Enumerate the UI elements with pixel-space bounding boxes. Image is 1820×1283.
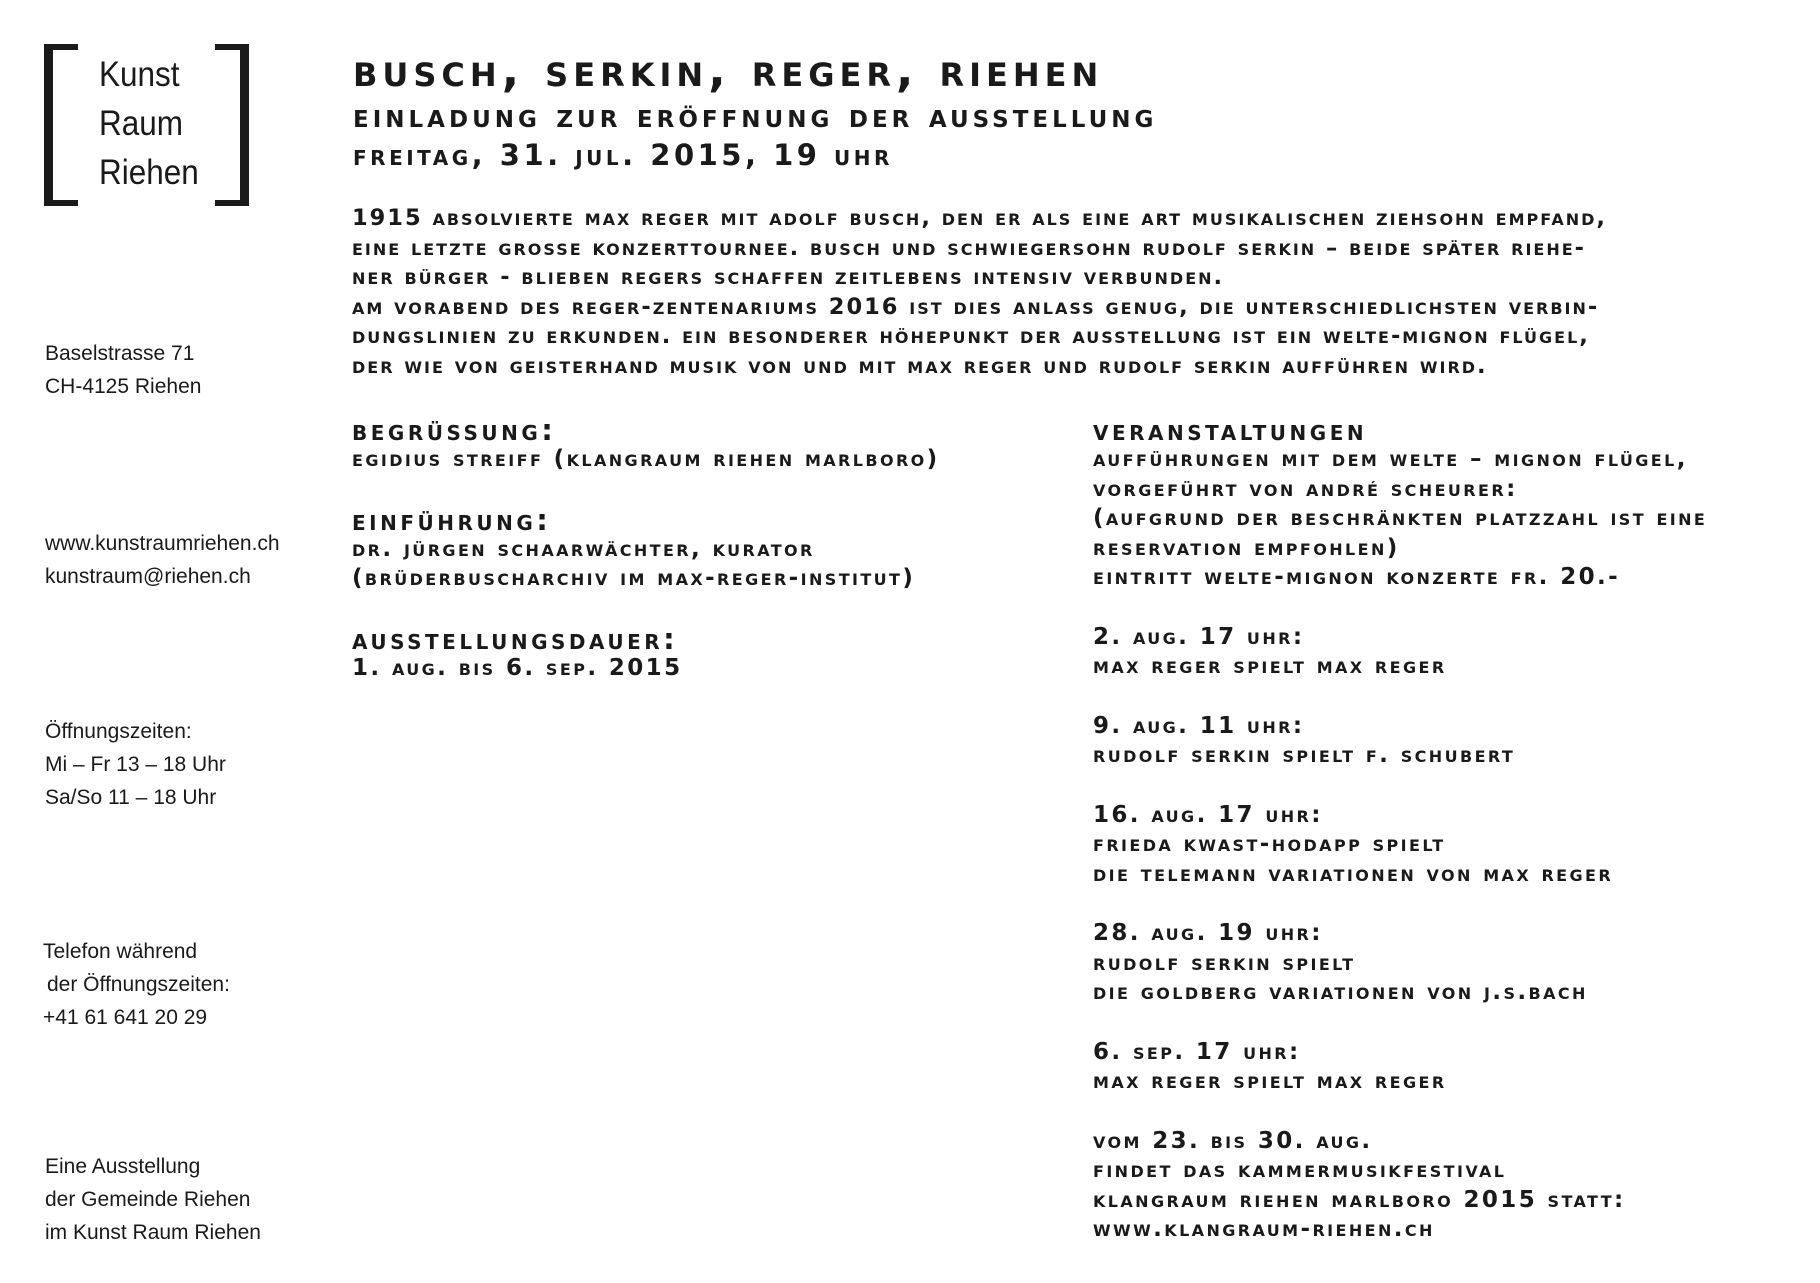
event-description: rudolf serkin spielt: [1093, 949, 1356, 976]
event-item: [1093, 1038, 1707, 1097]
events-heading: veranstaltungen: [1093, 413, 1368, 447]
events-intro-line: reservation empfohlen): [1093, 534, 1400, 561]
section-heading: einführung:: [352, 502, 552, 537]
section-line: dr. jürgen schaarwächter, kurator: [352, 535, 815, 562]
logo-bracket-right: [215, 44, 249, 206]
events-intro-line: vorgeführt von andré scheurer:: [1093, 475, 1518, 502]
exhibition-duration-section: [352, 621, 940, 684]
web-contact-block: [45, 527, 280, 593]
address-block: [45, 337, 201, 403]
intro-line: eine letzte grosse konzerttournee. busch und schwiegersohn rudolf serkin – beide später riehe-: [352, 234, 1587, 261]
event-description: die telemann variationen von max reger: [1093, 860, 1614, 887]
event-item: [1093, 919, 1707, 1008]
address-street: Baselstrasse 71: [45, 342, 195, 365]
credit-block: [45, 1150, 261, 1249]
opening-hours-weekdays: Mi – Fr 13 – 18 Uhr: [45, 753, 226, 776]
event-item: [1093, 801, 1707, 890]
event-description: max reger spielt max reger: [1093, 653, 1447, 679]
credit-line: Eine Ausstellung: [45, 1155, 201, 1178]
phone-label-hours: der Öffnungszeiten:: [47, 973, 230, 996]
phone-block: [43, 935, 230, 1034]
section-heading: ausstellungsdauer:: [352, 621, 679, 656]
opening-date: freitag, 31. jul. 2015, 19 uhr: [353, 138, 893, 172]
festival-note: [1093, 1127, 1707, 1245]
intro-line: dungslinien zu erkunden. ein besonderer höhepunkt der ausstellung ist ein welte-mignon flügel,: [352, 323, 1590, 349]
introduction-section: [352, 502, 940, 594]
intro-line: ner bürger - blieben regers schaffen zeitlebens intensiv verbunden.: [352, 264, 1225, 290]
opening-hours-block: [45, 715, 226, 814]
kunst-raum-riehen-logo: [44, 44, 249, 206]
logo-word: Kunst: [99, 55, 180, 94]
festival-description: klangraum riehen marlboro 2015 statt:: [1093, 1186, 1626, 1213]
logo-word: Riehen: [99, 153, 199, 192]
section-line: egidius streiff (klangraum riehen marlboro): [352, 446, 940, 472]
phone-label: Telefon während: [43, 940, 198, 963]
section-heading: begrüssung:: [352, 413, 557, 447]
logo-words: [99, 50, 199, 197]
section-line: 1. aug. bis 6. sep. 2015: [352, 654, 683, 681]
event-date: 16. aug. 17 uhr:: [1093, 801, 1323, 828]
credit-line: der Gemeinde Riehen: [45, 1188, 251, 1211]
festival-description: findet das kammermusikfestival: [1093, 1157, 1507, 1183]
phone-number: +41 61 641 20 29: [43, 1006, 208, 1029]
welcome-section: [352, 415, 940, 475]
page-subtitle: einladung zur eröffnung der ausstellung: [353, 96, 1158, 135]
logo-bracket-left: [44, 44, 78, 206]
events-intro: [1093, 415, 1707, 593]
events-intro-line: aufführungen mit dem welte – mignon flügel,: [1093, 446, 1688, 472]
event-item: [1093, 623, 1707, 682]
festival-website-link[interactable]: www.klangraum-riehen.ch: [1093, 1216, 1435, 1242]
program-column: [352, 415, 940, 713]
events-intro-line: (aufgrund der beschränkten platzzahl ist eine: [1093, 505, 1708, 531]
intro-line: 1915 absolvierte max reger mit adolf busch, den er als eine art musikalischen ziehsohn empfand,: [352, 205, 1607, 231]
event-description: die goldberg variationen von j.s.bach: [1093, 979, 1588, 1005]
event-description: frieda kwast-hodapp spielt: [1093, 831, 1446, 857]
events-column: [1093, 415, 1707, 1275]
events-intro-line: eintritt welte-mignon konzerte fr. 20.-: [1093, 564, 1621, 590]
festival-dates: vom 23. bis 30. aug.: [1093, 1127, 1373, 1154]
event-date: 6. sep. 17 uhr:: [1093, 1038, 1301, 1065]
opening-hours-weekend: Sa/So 11 – 18 Uhr: [45, 786, 217, 809]
logo-word: Raum: [99, 104, 184, 143]
event-date: 28. aug. 19 uhr:: [1093, 920, 1323, 946]
intro-line: am vorabend des reger-zentenariums 2016 ist dies anlass genug, die unterschiedlichsten verbin-: [352, 293, 1600, 320]
intro-paragraph: [352, 204, 1607, 381]
event-item: [1093, 712, 1707, 771]
credit-line: im Kunst Raum Riehen: [45, 1221, 261, 1244]
event-date: 9. aug. 11 uhr:: [1093, 712, 1305, 739]
page-title: busch, serkin, reger, riehen: [353, 43, 1104, 97]
event-date: 2. aug. 17 uhr:: [1093, 623, 1305, 650]
intro-line: der wie von geisterhand musik von und mit max reger und rudolf serkin aufführen wird.: [352, 352, 1488, 379]
address-city: CH-4125 Riehen: [45, 375, 202, 398]
email-link[interactable]: kunstraum@riehen.ch: [45, 565, 251, 588]
section-line: (brüderbuscharchiv im max-reger-institut): [352, 565, 916, 591]
event-description: max reger spielt max reger: [1093, 1068, 1447, 1094]
opening-hours-label: Öffnungszeiten:: [45, 720, 192, 743]
event-description: rudolf serkin spielt f. schubert: [1093, 742, 1516, 768]
website-link[interactable]: www.kunstraumriehen.ch: [45, 532, 280, 555]
